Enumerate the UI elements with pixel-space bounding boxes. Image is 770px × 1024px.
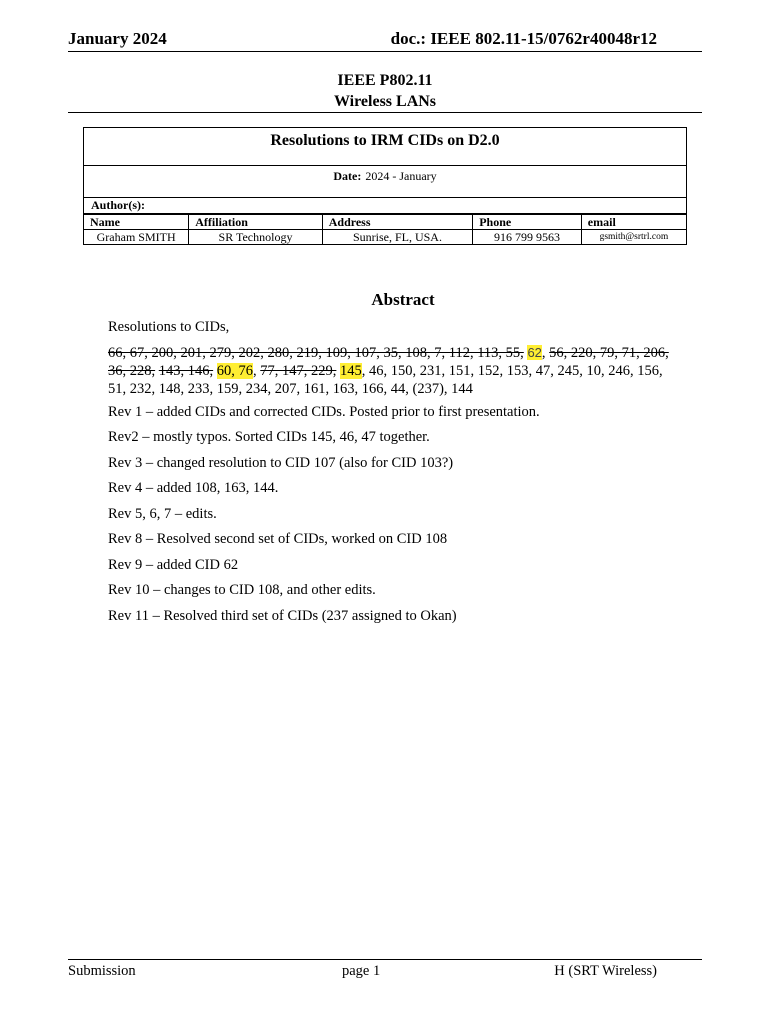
author-email: gsmith@srtrl.com [581, 230, 686, 245]
author-affiliation: SR Technology [189, 230, 322, 245]
col-address: Address [322, 215, 472, 230]
author-name: Graham SMITH [84, 230, 189, 245]
revision-note: Rev 3 – changed resolution to CID 107 (also for CID 103?) [108, 454, 454, 471]
author-phone: 916 799 9563 [473, 230, 582, 245]
page-footer [68, 959, 702, 984]
footer-submission: Submission [68, 963, 136, 979]
document-title-block [68, 70, 702, 113]
highlighted-cid-62: 62 [527, 344, 542, 360]
highlighted-cid-145: 145 [340, 362, 362, 379]
struck-cids-4: 77, 147, 229, [260, 362, 337, 379]
revision-note: Rev 1 – added CIDs and corrected CIDs. Posted prior to first presentation. [108, 403, 540, 420]
remaining-cids: , 46, 150, 231, 151, 152, 153, 47, 245, 10, 246, 156, 51, 232, 148, 233, 159, 234, 207, 161, 163, 166, 44, (237), 144 [108, 362, 663, 397]
abstract-intro: Resolutions to CIDs, [108, 319, 230, 335]
date-label: Date: [333, 169, 362, 183]
struck-cids-1: 66, 67, 200, 201, 279, 202, 280, 219, 109, 107, 35, 108, 7, 112, 113, 55, [108, 344, 524, 361]
revision-note: Rev 9 – added CID 62 [108, 556, 239, 573]
authors-table [84, 214, 686, 244]
footer-author: H (SRT Wireless) [554, 963, 657, 979]
revision-note: Rev2 – mostly typos. Sorted CIDs 145, 46, 47 together. [108, 429, 430, 445]
standard-subtitle: Wireless LANs [333, 93, 437, 110]
revision-note: Rev 10 – changes to CID 108, and other edits. [108, 582, 376, 598]
cid-separator-2: , [253, 362, 257, 379]
footer-page-number: page 1 [342, 963, 381, 979]
cid-separator-1: , [541, 344, 546, 361]
revision-note: Rev 8 – Resolved second set of CIDs, worked on CID 108 [108, 531, 448, 547]
col-affiliation: Affiliation [189, 215, 322, 230]
revision-note: Rev 5, 6, 7 – edits. [108, 505, 217, 522]
struck-cids-3: 143, 146, [158, 362, 214, 379]
revision-note: Rev 4 – added 108, 163, 144. [108, 480, 279, 496]
struck-cids-2: 56, 220, 79, 71, 206, 36, 228, [108, 344, 669, 379]
author-row [84, 230, 686, 245]
cid-list [108, 344, 674, 398]
page-header [68, 29, 702, 52]
header-doc-number: doc.: IEEE 802.11-15/0762r40048r12 [390, 29, 657, 48]
date-value: 2024 - January [365, 169, 437, 183]
col-email: email [581, 215, 686, 230]
authors-label: Author(s): [84, 198, 686, 214]
highlighted-cids-60-76: 60, 76 [216, 362, 253, 379]
col-name: Name [84, 215, 189, 230]
header-date: January 2024 [68, 29, 167, 48]
cover-date-row [84, 166, 686, 198]
revision-note: Rev 11 – Resolved third set of CIDs (237 assigned to Okan) [108, 607, 457, 624]
cover-table [83, 127, 687, 245]
col-phone: Phone [473, 215, 582, 230]
authors-header-row [84, 215, 686, 230]
cover-doc-title: Resolutions to IRM CIDs on D2.0 [84, 128, 686, 166]
abstract-body [108, 318, 674, 632]
standard-name: IEEE P802.11 [337, 72, 433, 89]
author-address: Sunrise, FL, USA. [322, 230, 472, 245]
abstract-heading: Abstract [371, 290, 435, 309]
